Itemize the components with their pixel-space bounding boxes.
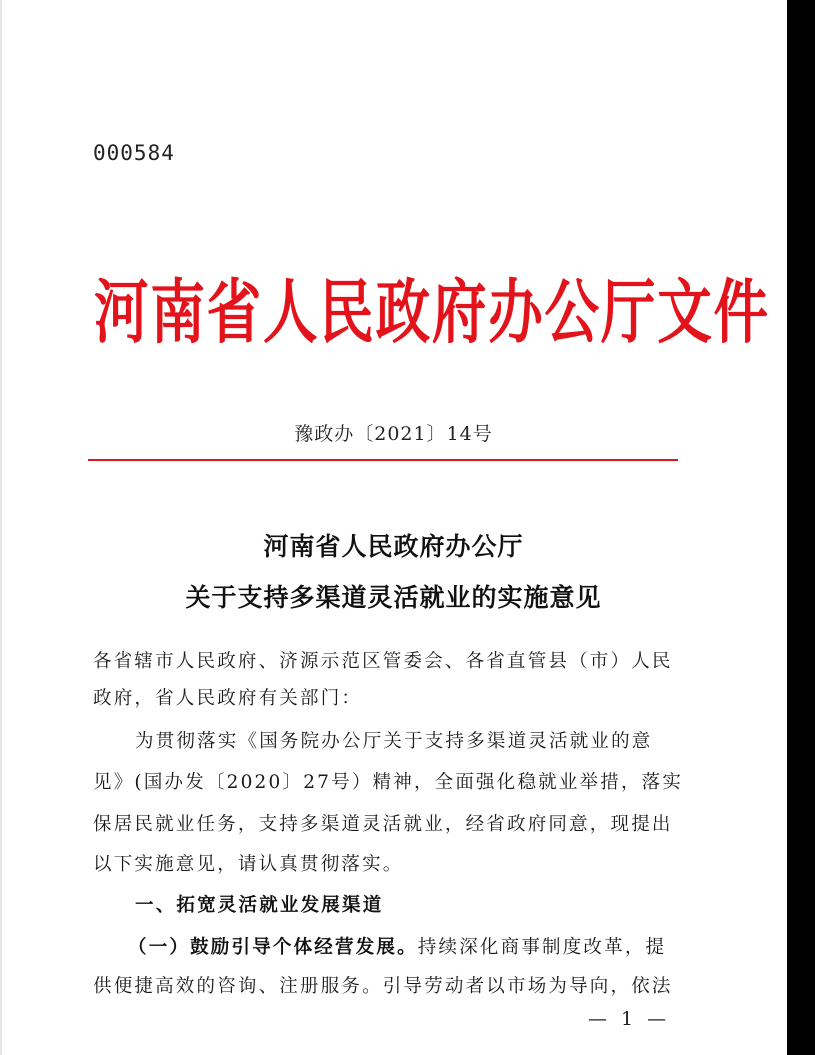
item-1-line-2: 供便捷高效的咨询、注册服务。引导劳动者以市场为导向，依法 bbox=[93, 976, 673, 997]
intro-line-3: 保居民就业任务，支持多渠道灵活就业，经省政府同意，现提出 bbox=[93, 814, 673, 835]
issuer-header: 河南省人民政府办公厅文件 bbox=[94, 270, 770, 353]
recipients-line-2: 政府，省人民政府有关部门： bbox=[93, 688, 363, 709]
red-separator-line bbox=[88, 459, 678, 461]
item-1-lead: （一）鼓励引导个体经营发展。 bbox=[128, 937, 418, 958]
recipients-line-1: 各省辖市人民政府、济源示范区管委会、各省直管县（市）人民 bbox=[93, 651, 673, 672]
item-1-text: 持续深化商事制度改革，提 bbox=[417, 937, 667, 958]
file-number: 豫政办〔2021〕14号 bbox=[294, 423, 493, 445]
intro-line-2: 见》(国办发〔2020〕27号）精神，全面强化稳就业举措，落实 bbox=[93, 772, 684, 793]
document-title-line-1: 河南省人民政府办公厅 bbox=[263, 532, 524, 561]
serial-number: 000584 bbox=[93, 141, 175, 165]
scan-border bbox=[787, 0, 815, 1055]
item-1-line-1 bbox=[128, 933, 728, 959]
intro-line-4: 以下实施意见，请认真贯彻落实。 bbox=[93, 854, 404, 875]
section-1-heading: 一、拓宽灵活就业发展渠道 bbox=[135, 895, 384, 916]
intro-line-1: 为贯彻落实《国务院办公厅关于支持多渠道灵活就业的意 bbox=[135, 731, 653, 752]
document-title-line-2: 关于支持多渠道灵活就业的实施意见 bbox=[185, 583, 602, 612]
page-number: — 1 — bbox=[588, 1008, 671, 1030]
